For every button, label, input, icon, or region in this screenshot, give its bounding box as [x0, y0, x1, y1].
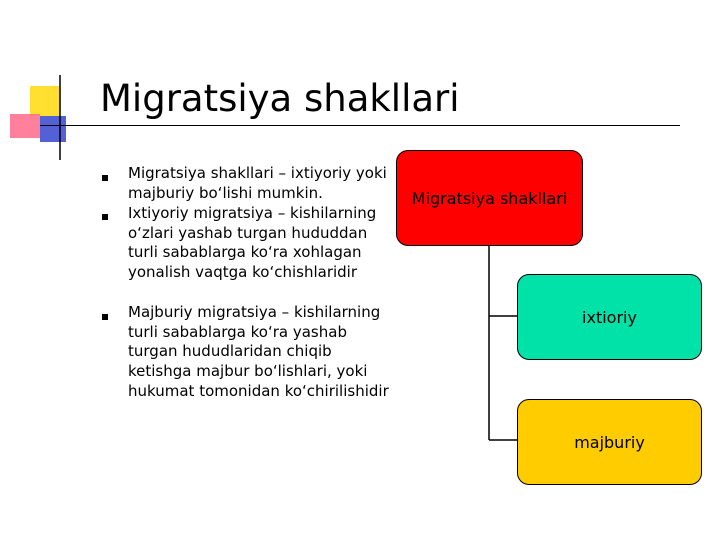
diagram-root-box	[396, 150, 583, 246]
diagram-forced-box	[517, 399, 702, 485]
diagram-root-label: Migratsiya shakllari	[411, 189, 568, 208]
bullet-item-2: Ixtiyoriy migratsiya – kishilarning o‘zlari yashab turgan hududdan turli sabablarga ko‘ra xohlagan yonalish vaqtga ko‘chishlaridir	[128, 204, 377, 282]
bullet-item-1: Migratsiya shakllari – ixtiyoriy yoki majburiy bo‘lishi mumkin.	[128, 164, 387, 202]
diagram-voluntary-label: ixtioriy	[582, 307, 637, 327]
bullet-item-3: Majburiy migratsiya – kishilarning turli sabablarga ko‘ra yashab turgan hududlaridan chiqib ketishga majbur bo‘lishlari, yoki hukumat tomonidan ko‘chirilishidir	[128, 303, 389, 400]
diagram-forced-label: majburiy	[574, 432, 645, 452]
diagram-voluntary-box	[517, 274, 702, 360]
slide-title: Migratsiya shakllari	[100, 77, 460, 120]
